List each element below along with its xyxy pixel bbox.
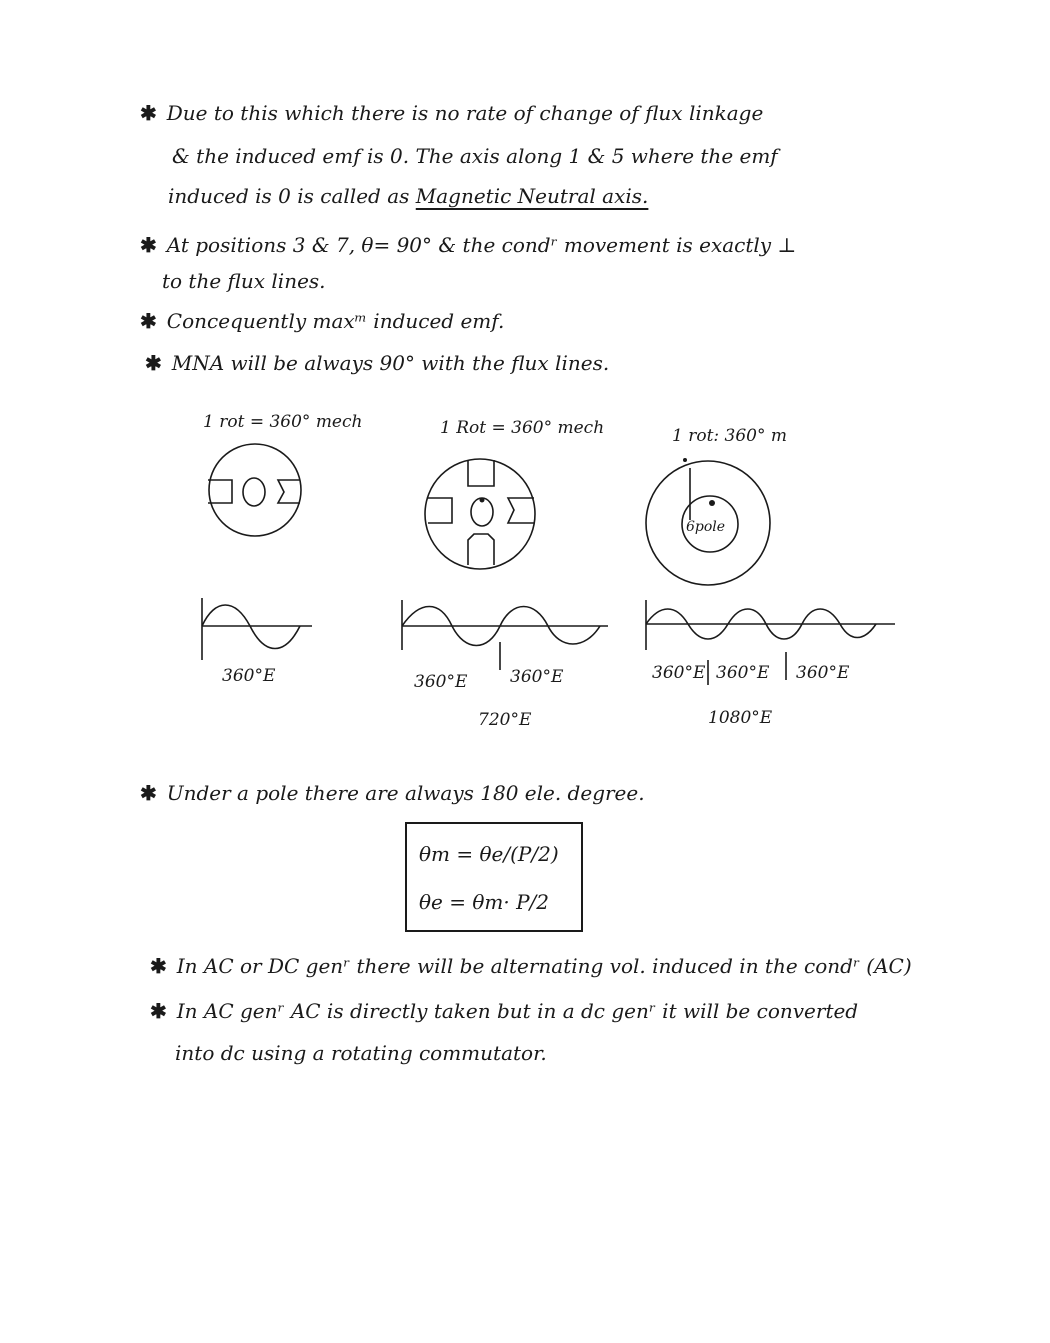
para5-text: Under a pole there are always 180 ele. degree. [166,781,645,805]
fig3-wave-label-c: 360°E [796,663,850,683]
formula-theta-e: θe = θm· P/2 [419,890,549,914]
six-pole-label: 6pole [686,519,726,535]
para5 [140,780,645,806]
fig3-wave-label-a: 360°E [652,663,706,683]
fig1-wave-label: 360°E [222,666,276,686]
bullet-star-icon: ✱ [150,999,167,1023]
fig2-wave-label-b: 360°E [510,667,564,687]
para6 [150,953,912,979]
para7-line1 [150,998,858,1024]
para7-line1-text: In AC genʳ AC is directly taken but in a dc genʳ it will be converted [176,999,859,1023]
fig2-waveform [402,600,608,670]
fig1-pole-right [278,480,300,503]
fig1-stator-circle [209,444,301,536]
bullet-star-icon: ✱ [145,351,162,375]
formula-theta-m: θm = θe/(P/2) [419,842,559,866]
fig1-waveform [202,598,312,660]
fig2-label: 1 Rot = 360° mech [440,418,605,438]
fig1-rotor [243,478,265,506]
fig2-wave-label-a: 360°E [414,672,468,692]
fig1-label: 1 rot = 360° mech [203,412,363,432]
formula-box [405,822,583,932]
fig3-label: 1 rot: 360° m [672,426,788,446]
para2-line1-text: At positions 3 & 7, θ= 90° & the condʳ movement is exactly ⊥ [166,233,797,257]
fig2-total-label: 720°E [478,710,532,730]
fig1-pole-left [208,480,232,503]
para4-text: MNA will be always 90° with the flux lines. [171,351,610,375]
bullet-star-icon: ✱ [140,233,157,257]
para1-line1-text: Due to this which there is no rate of change of flux linkage [166,101,764,125]
para1-line3-text: induced is 0 is called as [168,184,410,208]
fig2-pole-bottom [468,534,494,565]
fig3-wave-label-b: 360°E [716,663,770,683]
bullet-star-icon: ✱ [140,101,157,125]
bullet-star-icon: ✱ [150,954,167,978]
fig2-four-pole-machine [425,459,535,569]
para6-text: In AC or DC genʳ there will be alternating vol. induced in the condʳ (AC) [176,954,912,978]
para1-line2: & the induced emf is 0. The axis along 1 & 5 where the emf [172,144,778,168]
fig2-pole-right [508,498,534,523]
fig2-stator-circle [425,459,535,569]
fig2-pole-left [428,498,452,523]
bullet-star-icon: ✱ [140,781,157,805]
magnetic-neutral-axis-term: Magnetic Neutral axis. [415,184,649,208]
fig3-six-pole-machine [646,458,770,585]
para3-text: Concequently maxᵐ induced emf. [166,309,505,333]
para2-line2: to the flux lines. [162,269,326,293]
bullet-star-icon: ✱ [140,309,157,333]
fig2-pole-top [468,460,494,486]
fig3-total-label: 1080°E [708,708,773,728]
para7-line2: into dc using a rotating commutator. [175,1041,547,1065]
fig1-two-pole-machine [208,444,301,536]
